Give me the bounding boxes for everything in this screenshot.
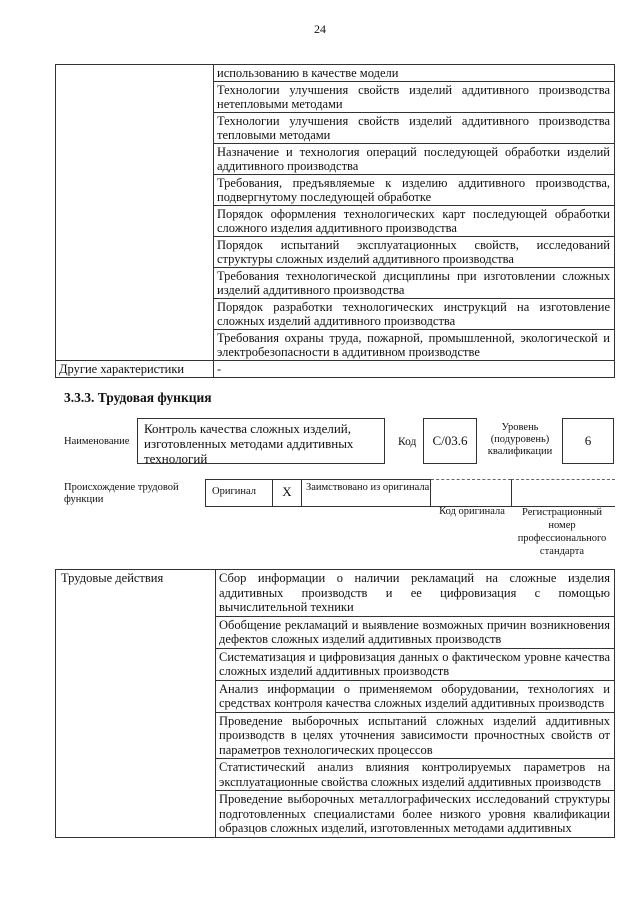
labor-actions-label: Трудовые действия (56, 570, 216, 838)
function-name-value: Контроль качества сложных изделий, изготовленных методами аддитивных технологий (137, 418, 385, 464)
borrowed-label: Заимствовано из оригинала (301, 479, 431, 507)
reg-number-label: Регистрационный номер профессионального стандарта (517, 507, 607, 557)
knowledge-item: Порядок испытаний эксплуатационных свойств, исследований структуры сложных изделий аддитивного производства (214, 237, 615, 268)
section-title: 3.3.3. Трудовая функция (64, 390, 212, 405)
page-number: 24 (314, 22, 326, 36)
function-code-value: С/03.6 (423, 418, 477, 464)
knowledge-item: Требования охраны труда, пожарной, промышленной, экологической и электробезопасности в аддитивном производстве (214, 330, 615, 361)
other-characteristics-label: Другие характеристики (56, 361, 214, 378)
labor-action-item: Анализ информации о применяемом оборудовании, технологиях и средствах контроля качества сложных изделий аддитивных производств (216, 680, 615, 712)
labor-actions-table (55, 569, 615, 838)
knowledge-item: Порядок оформления технологических карт последующей обработки сложного изделия аддитивного производства (214, 206, 615, 237)
labor-action-item: Сбор информации о наличии рекламаций на сложные изделия аддитивных производств и ее цифровизация с помощью вычислительной техники (216, 570, 615, 617)
original-mark: X (273, 479, 301, 507)
knowledge-item: Требования, предъявляемые к изделию аддитивного производства, подвергнутому последующей обработке (214, 175, 615, 206)
origin-row (205, 479, 615, 507)
code-original-label: Код оригинала (439, 506, 505, 517)
labor-action-item: Систематизация и цифровизация данных о фактическом уровне качества сложных изделий аддитивных производств (216, 648, 615, 680)
knowledge-item: Порядок разработки технологических инструкций на изготовление сложных изделий аддитивного производства (214, 299, 615, 330)
name-label: Наименование (64, 436, 130, 447)
code-original-cell (431, 479, 511, 507)
knowledge-item: Требования технологической дисциплины при изготовлении сложных изделий аддитивного производства (214, 268, 615, 299)
knowledge-table-label-cell (56, 65, 214, 361)
reg-number-cell (511, 479, 615, 507)
labor-action-item: Статистический анализ влияния контролируемых параметров на эксплуатационные свойства сложных изделий аддитивных производств (216, 759, 615, 791)
qualification-level-label: Уровень (подуровень) квалификации (487, 422, 553, 457)
qualification-level-value: 6 (562, 418, 614, 464)
origin-label: Происхождение трудовой функции (64, 482, 179, 505)
other-characteristics-value: - (214, 361, 615, 378)
original-label: Оригинал (205, 479, 273, 507)
knowledge-item: Технологии улучшения свойств изделий аддитивного производства тепловыми методами (214, 113, 615, 144)
knowledge-item: Технологии улучшения свойств изделий аддитивного производства нетепловыми методами (214, 82, 615, 113)
labor-action-item: Проведение выборочных испытаний сложных изделий аддитивных производств в целях уточнения зависимости прочностных свойств от параметров технологических процессов (216, 712, 615, 759)
knowledge-item: Назначение и технология операций последующей обработки изделий аддитивного производства (214, 144, 615, 175)
knowledge-item: использованию в качестве модели (214, 65, 615, 82)
knowledge-table-continuation (55, 64, 615, 378)
labor-action-item: Проведение выборочных металлографических исследований структуры подготовленных специалистами более низкого уровня квалификации образцов сложных изделий, изготовленных методами аддитивных (216, 791, 615, 838)
labor-action-item: Обобщение рекламаций и выявление возможных причин возникновения дефектов сложных изделий аддитивных производств (216, 616, 615, 648)
code-label: Код (398, 436, 417, 448)
